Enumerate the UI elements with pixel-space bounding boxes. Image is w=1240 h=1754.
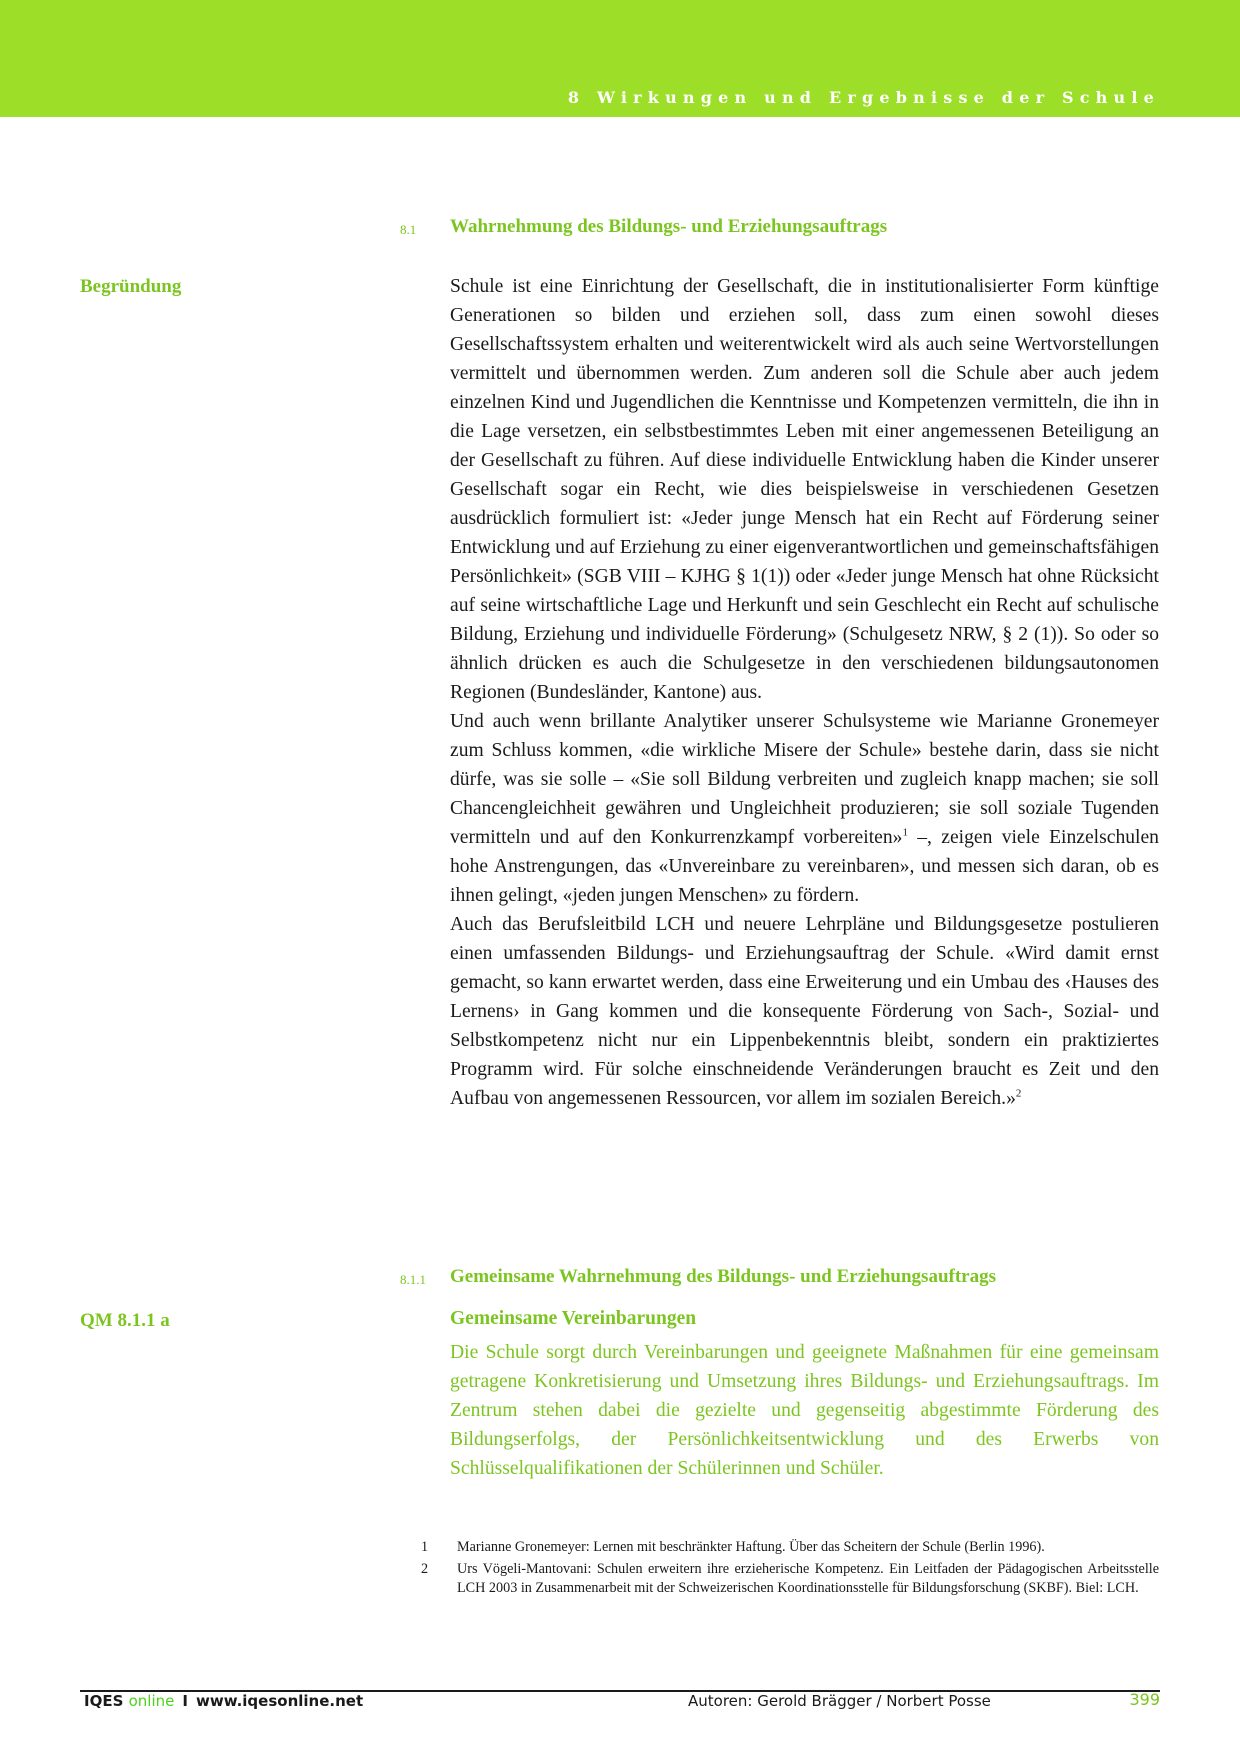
footer-brand — [84, 1692, 363, 1710]
side-label-begruendung: Begründung — [80, 276, 182, 297]
paragraph-text: Auch das Berufsleitbild LCH und neuere Lehrpläne und Bildungsgesetze postulieren einen umfassenden Bildungs- und Erziehungsauftrag der Schule. «Wird damit ernst gemacht, so kann erwartet werden, dass eine Erweiterung und ein Umbau des ‹Hauses des Lernens› in Gang kommen und die konsequente Förderung von Sach-, Sozial- und Selbstkompetenz nicht nur ein Lippenbekenntnis bleibt, sondern ein praktiziertes Programm wird. Für solche einschneidende Veränderungen braucht es Zeit und den Aufbau von angemessenen Ressourcen, vor allem im sozialen Bereich.» — [450, 914, 1159, 1109]
footnote — [415, 1538, 1159, 1558]
footnote-ref[interactable]: 1 — [902, 826, 908, 839]
footer-authors: Autoren: Gerold Brägger / Norbert Posse — [688, 1692, 991, 1710]
paragraph — [450, 910, 1159, 1113]
side-label-qm: QM 8.1.1 a — [80, 1310, 170, 1331]
chapter-title: 8 Wirkungen und Ergebnisse der Schule — [567, 88, 1160, 107]
section-body — [450, 272, 1159, 1113]
paragraph-text: –, zeigen viele Einzelschulen hohe Anstrengungen, das «Unvereinbare zu vereinbaren», und messen sich daran, ob es ihnen gelingt, «jeden jungen Menschen» zu fördern. — [450, 827, 1159, 906]
footnote-number: 1 — [421, 1539, 429, 1555]
brand-separator: I — [182, 1692, 188, 1710]
subsection-title: Gemeinsame Wahrnehmung des Bildungs- und Erziehungsauftrags — [450, 1266, 996, 1287]
footnote-ref[interactable]: 2 — [1015, 1087, 1022, 1100]
footnote-number: 2 — [421, 1560, 429, 1577]
qm-heading: Gemeinsame Vereinbarungen — [450, 1308, 697, 1329]
section-number: 8.1 — [400, 222, 417, 237]
website-link[interactable]: www.iqesonline.net — [195, 1692, 364, 1710]
section-title: Wahrnehmung des Bildungs- und Erziehungsauftrags — [450, 216, 888, 237]
subsection-number: 8.1.1 — [400, 1272, 426, 1287]
footnote — [415, 1560, 1159, 1599]
footnote-text: Marianne Gronemeyer: Lernen mit beschränkter Haftung. Über das Scheitern der Schule (Berlin 1996). — [457, 1539, 1045, 1555]
brand-online: online — [128, 1692, 175, 1710]
footnotes — [415, 1538, 1159, 1601]
footnote-text: Urs Vögeli-Mantovani: Schulen erweitern ihre erzieherische Kompetenz. Ein Leitfaden der Pädagogischen Arbeitsstelle LCH 2003 in Zusammenarbeit mit der Schweizerischen Koordinationsstelle für Bildungsforschung (SKBF). Biel: LCH. — [457, 1560, 1159, 1596]
page-number: 399 — [1129, 1690, 1160, 1709]
paragraph: Schule ist eine Einrichtung der Gesellschaft, die in institutionalisierter Form künftige Generationen so bilden und erziehen soll, dass zum einen sowohl dieses Gesellschaftssystem erhalten und weiterentwickelt wird als auch seine Wertvorstellungen vermittelt und übernommen werden. Zum anderen soll die Schule aber auch jedem einzelnen Kind und Jugendlichen die Kenntnisse und Kompetenzen vermitteln, die ihn in die Lage versetzen, ein selbstbestimmtes Leben mit einer angemessenen Beteiligung an der Gesellschaft zu führen. Auf diese individuelle Entwicklung haben die Kinder unserer Gesellschaft sogar ein Recht, wie dies beispielsweise in verschiedenen Gesetzen ausdrücklich formuliert ist: «Jeder junge Mensch hat ein Recht auf Förderung seiner Entwicklung und auf Erziehung zu einer eigenverantwortlichen und gemeinschaftsfähigen Persönlichkeit» (SGB VIII – KJHG § 1(1)) oder «Jeder junge Mensch hat ohne Rücksicht auf seine wirtschaftliche Lage und Herkunft und sein Geschlecht ein Recht auf schulische Bildung, Erziehung und individuelle Förderung» (Schulgesetz NRW, § 2 (1)). So oder so ähnlich drücken es auch die Schulgesetze in den verschiedenen bildungsautonomen Regionen (Bundesländer, Kantone) aus. — [450, 276, 1159, 703]
paragraph — [450, 707, 1159, 910]
brand-iqes: IQES — [84, 1692, 124, 1710]
header-bar — [0, 0, 1240, 117]
qm-text: Die Schule sorgt durch Vereinbarungen und geeignete Maßnahmen für eine gemeinsam getragene Konkretisierung und Umsetzung ihres Bildungs- und Erziehungsauftrags. Im Zentrum stehen dabei die gezielte und gegenseitig abgestimmte Förderung des Bildungserfolgs, der Persönlichkeitsentwicklung und des Erwerbs von Schlüsselqualifikationen der Schülerinnen und Schüler. — [450, 1342, 1159, 1479]
paragraph-text: Und auch wenn brillante Analytiker unserer Schulsysteme wie Marianne Gronemeyer zum Schluss kommen, «die wirkliche Misere der Schule» bestehe darin, dass sie nicht dürfe, was sie solle – «Sie soll Bildung verbreiten und zugleich knapp machen; sie soll Chancengleichheit gewähren und Ungleichheit produzieren; sie soll soziale Tugenden vermitteln und auf den Konkurrenzkampf vorbereiten» — [450, 711, 1159, 848]
